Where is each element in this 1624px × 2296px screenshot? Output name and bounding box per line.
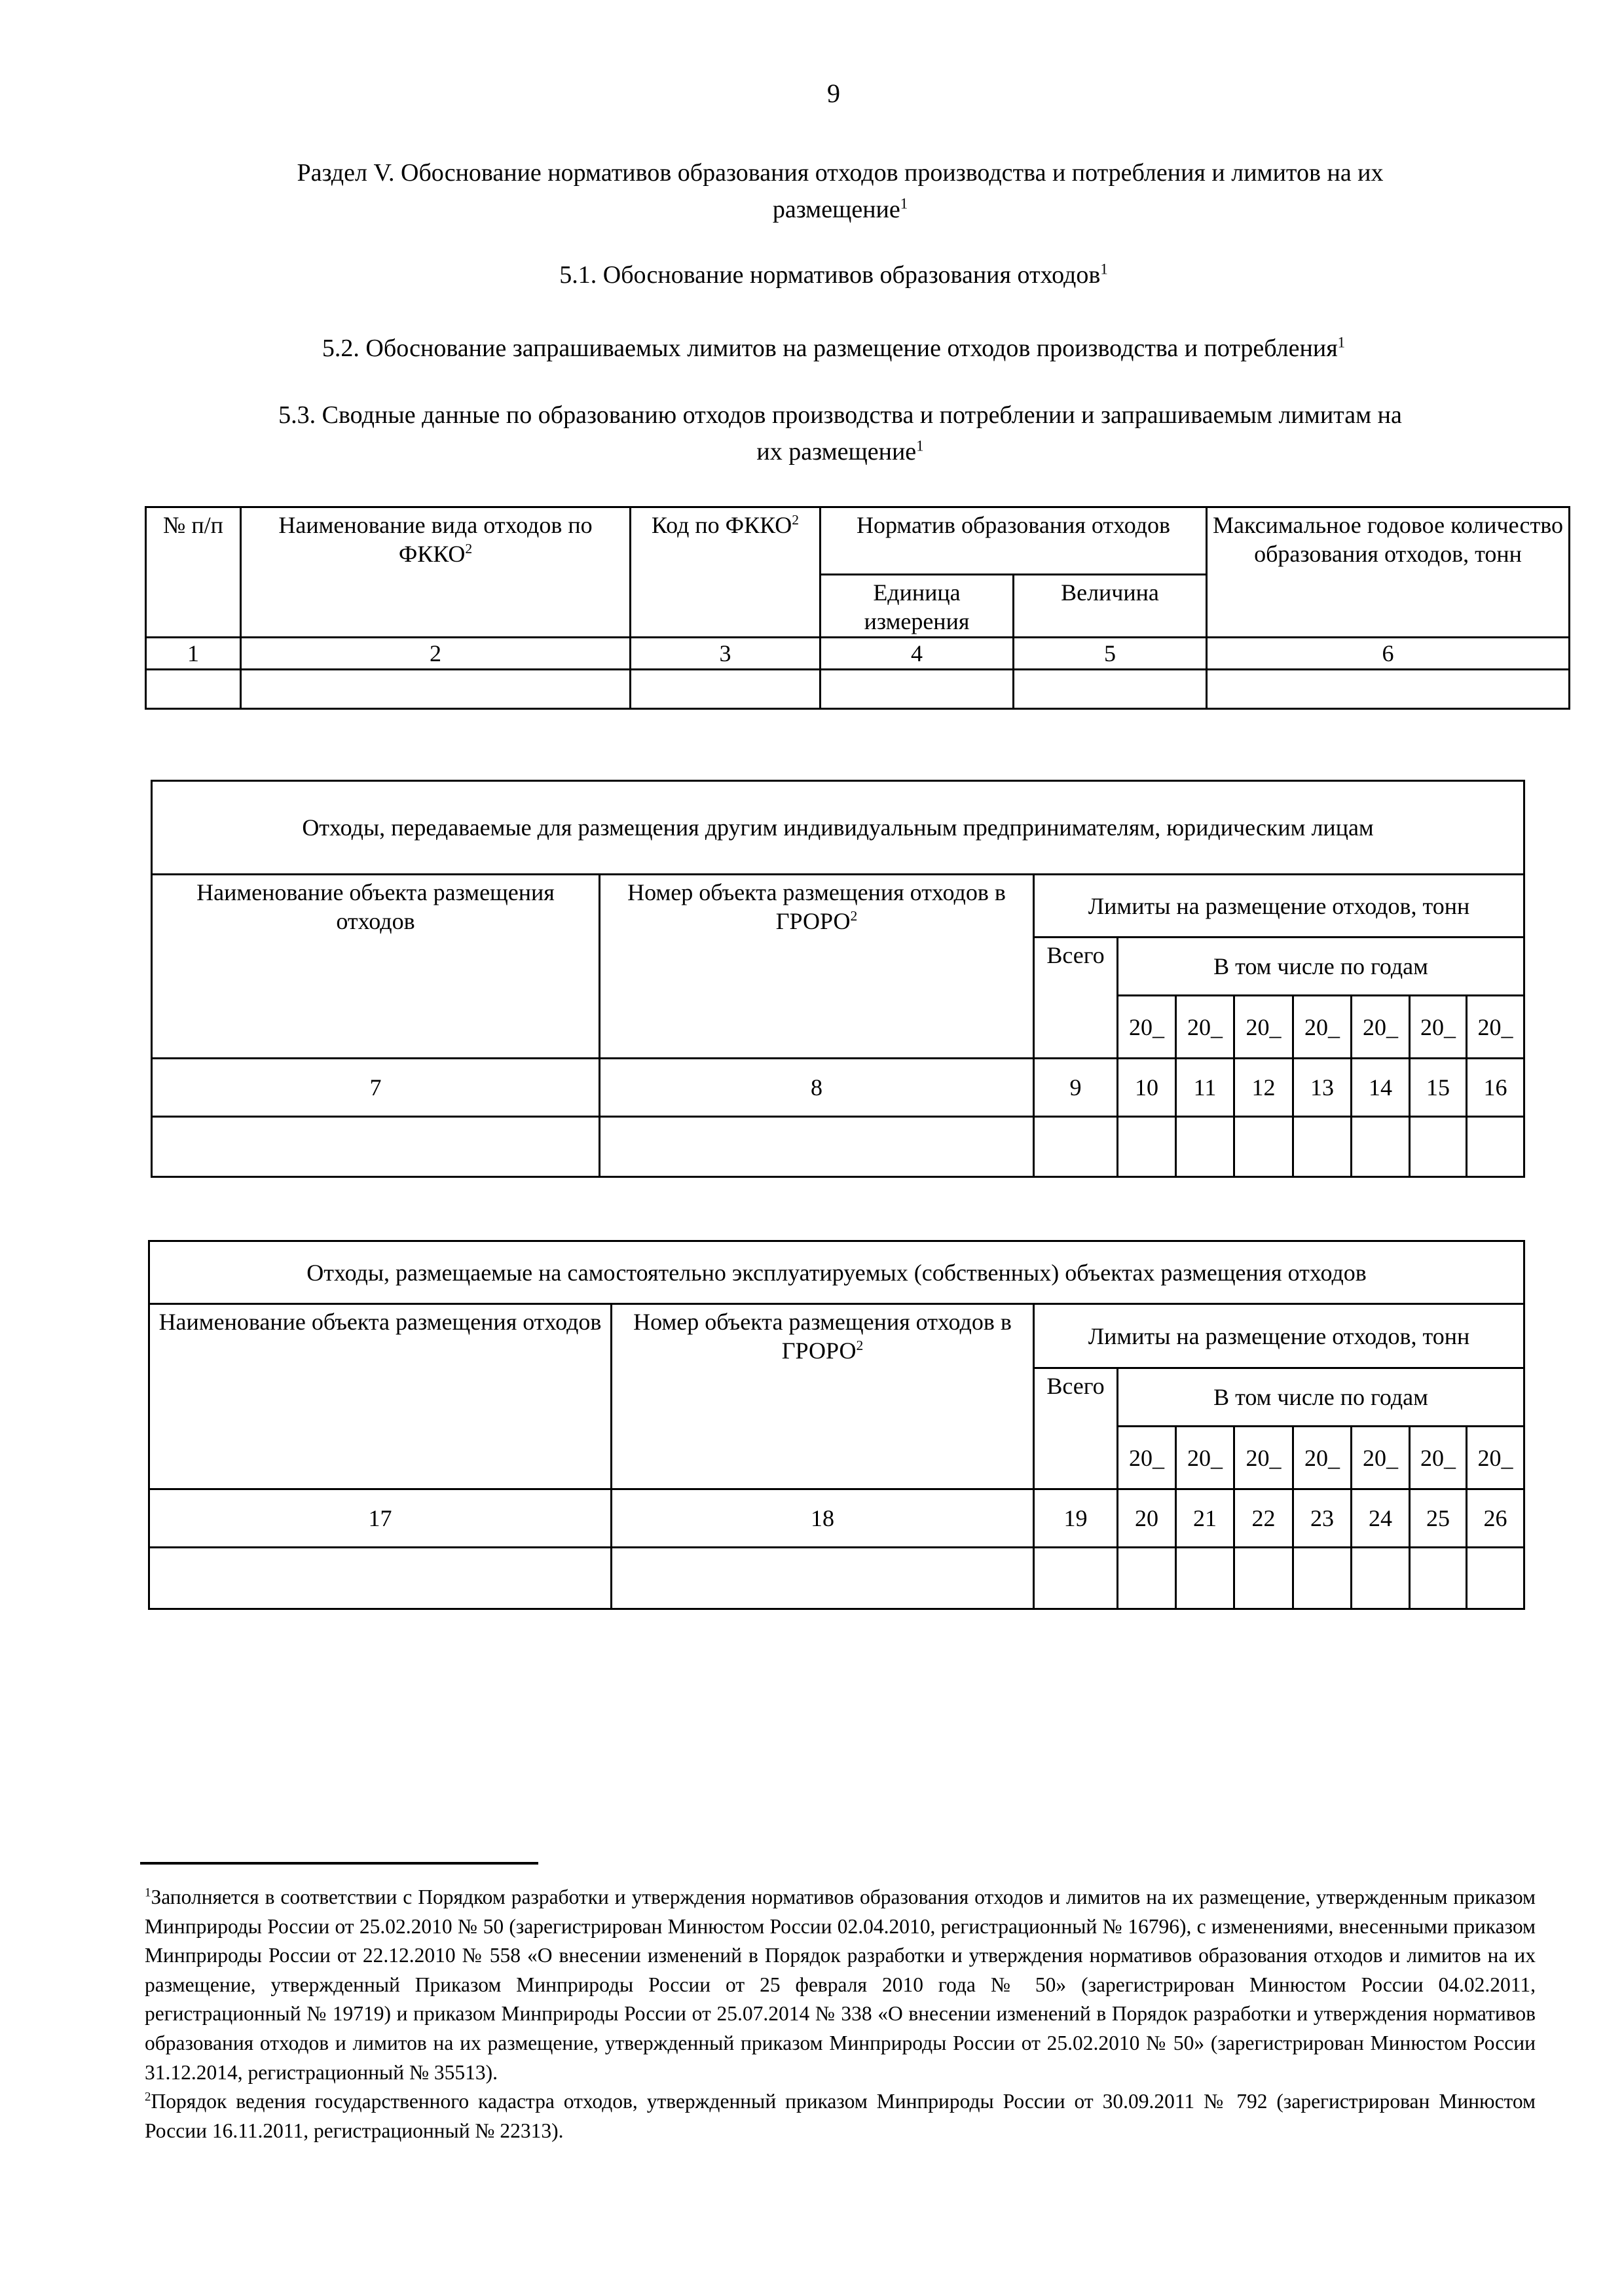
table-cell: 20_ bbox=[1118, 1427, 1176, 1489]
text: Номер объекта размещения отходов в ГРОРО bbox=[633, 1309, 1012, 1364]
table-cell: 20_ bbox=[1176, 1427, 1234, 1489]
table-cell: 20 bbox=[1118, 1489, 1176, 1548]
header-object-name: Наименование объекта размещения отходов bbox=[149, 1304, 612, 1489]
header-limits: Лимиты на размещение отходов, тонн bbox=[1034, 1304, 1524, 1368]
table-cell bbox=[1176, 1117, 1234, 1177]
table-cell bbox=[1234, 1548, 1293, 1609]
table-cell bbox=[1014, 670, 1207, 709]
table-cell bbox=[1118, 1548, 1176, 1609]
table-cell bbox=[1352, 1548, 1410, 1609]
section-title bbox=[145, 155, 1536, 228]
table-cell: 13 bbox=[1293, 1059, 1352, 1117]
table-cell: 17 bbox=[149, 1489, 612, 1548]
text: Номер объекта размещения отходов в ГРОРО bbox=[627, 879, 1006, 934]
text: Заполняется в соответствии с Порядком разработки и утверждения нормативов образования отходов и лимитов на их размещение, утвержденным приказом Минприроды России от 25.02.2010 № 50 (зарегистрирован Минюстом России 02.04.2010, регистрационный № 16796), с изменениями, внесенными приказом Минприроды России от 22.12.2010 № 558 «О внесении изменений в Порядок разработки и утверждения нормативов образования отходов и лимитов на их размещение, утвержденный Приказом Минприроды России от 25 февраля 2010 года № 50» (зарегистрирован Минюстом России 04.02.2011, регистрационный № 19719) и приказом Минприроды России от 25.07.2014 № 338 «О внесении изменений в Порядок разработки и утверждения нормативов образования отходов и лимитов на их размещение, утвержденный приказом Минприроды России от 25.02.2010 № 50» (зарегистрирован Минюстом России 31.12.2014, регистрационный № 35513). bbox=[145, 1886, 1536, 2084]
table-cell bbox=[152, 1117, 600, 1177]
table-cell: 20_ bbox=[1352, 996, 1410, 1059]
table-cell: 8 bbox=[600, 1059, 1034, 1117]
column-numbers-row bbox=[152, 1059, 1524, 1117]
table-cell: 26 bbox=[1467, 1489, 1524, 1548]
subsection-5-2 bbox=[0, 330, 1624, 367]
table-cell: 20_ bbox=[1467, 1427, 1524, 1489]
text: Код по ФККО bbox=[651, 512, 792, 538]
header-object-number bbox=[612, 1304, 1034, 1489]
table-cell: 20_ bbox=[1118, 996, 1176, 1059]
table-cell: 20_ bbox=[1467, 996, 1524, 1059]
header-waste-name bbox=[241, 507, 631, 638]
table-cell: 18 bbox=[612, 1489, 1034, 1548]
table-cell: 1 bbox=[146, 638, 241, 670]
table-cell: 22 bbox=[1234, 1489, 1293, 1548]
table-cell bbox=[631, 670, 821, 709]
table-cell: 12 bbox=[1234, 1059, 1293, 1117]
table-cell bbox=[1293, 1548, 1352, 1609]
footnote-mark: 1 bbox=[1337, 334, 1346, 351]
table-cell bbox=[146, 670, 241, 709]
header-unit: Единица измерения bbox=[821, 575, 1014, 638]
text: Порядок ведения государственного кадастра отходов, утвержденный приказом Минприроды России от 30.09.2011 № 792 (зарегистрирован Минюстом России 16.11.2011, регистрационный № 22313). bbox=[145, 2090, 1536, 2142]
table-cell: 20_ bbox=[1293, 1427, 1352, 1489]
table-cell: 21 bbox=[1176, 1489, 1234, 1548]
table-cell: 23 bbox=[1293, 1489, 1352, 1548]
table-cell bbox=[612, 1548, 1034, 1609]
waste-norms-table bbox=[145, 506, 1570, 710]
table-cell: 4 bbox=[821, 638, 1014, 670]
header-total: Всего bbox=[1034, 1368, 1118, 1489]
table-cell bbox=[1207, 670, 1570, 709]
page-number: 9 bbox=[827, 79, 840, 108]
table-cell bbox=[1034, 1117, 1118, 1177]
table-cell bbox=[1410, 1117, 1467, 1177]
table-cell: 20_ bbox=[1410, 996, 1467, 1059]
table-cell: 24 bbox=[1352, 1489, 1410, 1548]
table-cell bbox=[600, 1117, 1034, 1177]
text: размещение bbox=[772, 196, 900, 223]
transferred-waste-table bbox=[151, 780, 1525, 1178]
table-cell bbox=[1293, 1117, 1352, 1177]
table-cell: 11 bbox=[1176, 1059, 1234, 1117]
column-numbers-row bbox=[149, 1489, 1524, 1548]
table-cell bbox=[1467, 1548, 1524, 1609]
table-cell bbox=[1176, 1548, 1234, 1609]
subsection-5-1 bbox=[0, 257, 1624, 293]
empty-data-row[interactable] bbox=[149, 1548, 1524, 1609]
table-cell: 20_ bbox=[1234, 996, 1293, 1059]
footnote-mark: 1 bbox=[916, 437, 924, 454]
footnote-1 bbox=[145, 1883, 1536, 2087]
text: 5.2. Обоснование запрашиваемых лимитов на размещение отходов производства и потребления bbox=[322, 335, 1338, 362]
table-cell: 20_ bbox=[1352, 1427, 1410, 1489]
table-cell bbox=[1234, 1117, 1293, 1177]
subsection-5-3: 5.3. Сводные данные по образованию отходов производства и потреблении и запрашиваемым лимитам на их размещение$^1$ bbox=[278, 401, 1402, 465]
table-cell bbox=[821, 670, 1014, 709]
section-title-line1: Раздел V. Обоснование нормативов образования отходов производства и потребления и лимитов на их bbox=[297, 159, 1384, 187]
header-value: Величина bbox=[1014, 575, 1207, 638]
table-cell: 6 bbox=[1207, 638, 1570, 670]
footnote-mark: 2 bbox=[145, 2090, 151, 2104]
table-cell bbox=[149, 1548, 612, 1609]
header-object-name: Наименование объекта размещения отходов bbox=[152, 875, 600, 1059]
table-cell: 10 bbox=[1118, 1059, 1176, 1117]
footnote-mark: 2 bbox=[850, 908, 858, 924]
table-title: Отходы, размещаемые на самостоятельно эксплуатируемых (собственных) объектах размещения отходов bbox=[149, 1241, 1524, 1304]
empty-data-row[interactable] bbox=[146, 670, 1570, 709]
table-cell bbox=[1410, 1548, 1467, 1609]
table-cell: 5 bbox=[1014, 638, 1207, 670]
header-code bbox=[631, 507, 821, 638]
table-cell: 20_ bbox=[1176, 996, 1234, 1059]
empty-data-row[interactable] bbox=[152, 1117, 1524, 1177]
table-cell: 7 bbox=[152, 1059, 600, 1117]
table-cell: 25 bbox=[1410, 1489, 1467, 1548]
table-cell: 2 bbox=[241, 638, 631, 670]
footnote-mark: 2 bbox=[792, 512, 800, 528]
table-cell bbox=[1352, 1117, 1410, 1177]
header-object-number bbox=[600, 875, 1034, 1059]
footnote-2 bbox=[145, 2087, 1536, 2145]
footnote-mark: 2 bbox=[465, 541, 473, 556]
footnotes bbox=[145, 1883, 1536, 2145]
text: Наименование вида отходов по ФККО bbox=[278, 512, 593, 567]
footnote-separator bbox=[140, 1862, 538, 1865]
table-cell bbox=[1467, 1117, 1524, 1177]
footnote-mark: 1 bbox=[1100, 261, 1108, 278]
table-title: Отходы, передаваемые для размещения другим индивидуальным предпринимателям, юридическим лицам bbox=[152, 781, 1524, 875]
table-cell: 3 bbox=[631, 638, 821, 670]
table-cell: 20_ bbox=[1293, 996, 1352, 1059]
header-norm: Норматив образования отходов bbox=[821, 507, 1207, 575]
table-cell: 15 bbox=[1410, 1059, 1467, 1117]
table-cell bbox=[241, 670, 631, 709]
table-cell: 19 bbox=[1034, 1489, 1118, 1548]
table-cell: 20_ bbox=[1410, 1427, 1467, 1489]
header-limits: Лимиты на размещение отходов, тонн bbox=[1034, 875, 1524, 938]
table-cell: 9 bbox=[1034, 1059, 1118, 1117]
table-cell: 14 bbox=[1352, 1059, 1410, 1117]
section-title-line2 bbox=[145, 191, 1536, 228]
table-cell bbox=[1034, 1548, 1118, 1609]
table-cell: 20_ bbox=[1234, 1427, 1293, 1489]
footnote-mark: 1 bbox=[145, 1886, 151, 1900]
header-by-years: В том числе по годам bbox=[1118, 1368, 1524, 1427]
table-cell bbox=[1118, 1117, 1176, 1177]
table-cell: 16 bbox=[1467, 1059, 1524, 1117]
header-total: Всего bbox=[1034, 938, 1118, 1059]
column-numbers-row bbox=[146, 638, 1570, 670]
header-by-years: В том числе по годам bbox=[1118, 938, 1524, 996]
header-no: № п/п bbox=[146, 507, 241, 638]
header-max: Максимальное годовое количество образования отходов, тонн bbox=[1207, 507, 1570, 638]
footnote-mark: 1 bbox=[900, 195, 908, 212]
own-facilities-waste-table bbox=[148, 1240, 1525, 1610]
text: их размещение bbox=[756, 438, 917, 465]
text: 5.1. Обоснование нормативов образования отходов bbox=[559, 261, 1101, 289]
footnote-mark: 2 bbox=[856, 1338, 864, 1353]
